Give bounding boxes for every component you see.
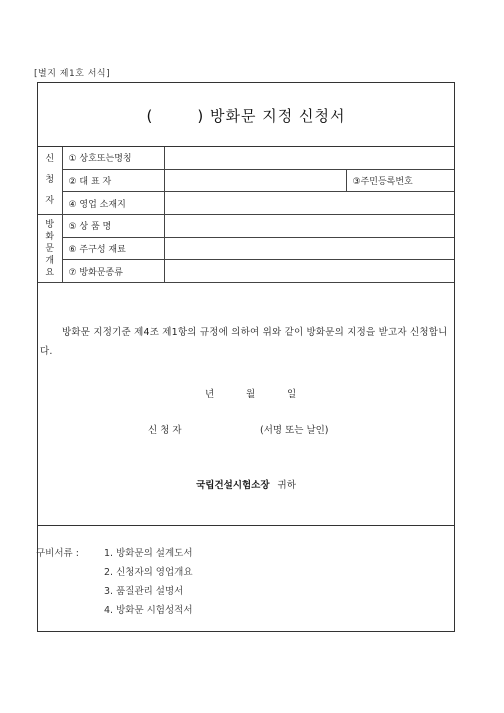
title-text: 방화문 지정 신청서: [210, 107, 346, 125]
field-label-door-type: ⑦ 방화문종류: [62, 260, 164, 283]
field-input-address[interactable]: [164, 192, 454, 215]
field-input-representative[interactable]: [164, 169, 346, 192]
applicant-info-table: [38, 147, 454, 283]
signature-note: (서명 또는 날인): [260, 425, 329, 436]
date-year-label: 년: [205, 389, 215, 400]
field-input-material[interactable]: [164, 237, 454, 260]
field-input-product[interactable]: [164, 215, 454, 238]
field-input-door-type[interactable]: [164, 260, 454, 283]
list-item: 2. 신청자의 영업개요: [104, 567, 193, 578]
table-row: [38, 192, 454, 215]
table-row: [38, 169, 454, 192]
applicant-signature-field[interactable]: [193, 422, 253, 434]
recipient-line: [38, 477, 454, 491]
field-label-representative: ② 대 표 자: [62, 169, 164, 192]
title-open-paren: (: [146, 107, 154, 125]
table-row: [38, 237, 454, 260]
date-day-label: 일: [287, 389, 297, 400]
table-row: [38, 147, 454, 169]
applicant-label: 신 청 자: [148, 425, 182, 436]
applicant-group-label: 신 청 자: [38, 147, 62, 215]
date-month-label: 월: [246, 389, 256, 400]
list-item: 3. 품질관리 설명서: [104, 586, 184, 597]
field-label-name: ① 상호또는명칭: [62, 147, 164, 169]
field-label-product: ⑤ 상 품 명: [62, 215, 164, 238]
form-title: [38, 105, 454, 126]
attachments-label: 구비서류 :: [36, 548, 79, 559]
request-paragraph: 방화문 지정기준 제4조 제1항의 규정에 의하여 위와 같이 방화문의 지정을 받고자 신청합니다.: [40, 327, 448, 357]
table-row: [38, 260, 454, 283]
field-label-resident-number: ③주민등록번호: [346, 169, 454, 192]
title-area: [38, 83, 454, 147]
title-close-paren: ): [197, 107, 205, 125]
table-row: [38, 215, 454, 238]
form-number: [별지 제1호 서식]: [34, 69, 111, 79]
list-item: 1. 방화문의 설계도서: [104, 548, 193, 559]
section-divider: [38, 525, 454, 526]
recipient-org: 국립건설시험소장: [196, 480, 270, 491]
field-label-material: ⑥ 주구성 재료: [62, 237, 164, 260]
application-form: [37, 82, 455, 632]
field-input-name[interactable]: [164, 147, 454, 169]
list-item: 4. 방화문 시험성적서: [104, 605, 193, 616]
overview-group-label: 방 화 문 개 요: [38, 215, 62, 283]
field-label-address: ④ 영업 소재지: [62, 192, 164, 215]
recipient-suffix: 귀하: [277, 480, 296, 491]
request-statement: [38, 323, 454, 361]
